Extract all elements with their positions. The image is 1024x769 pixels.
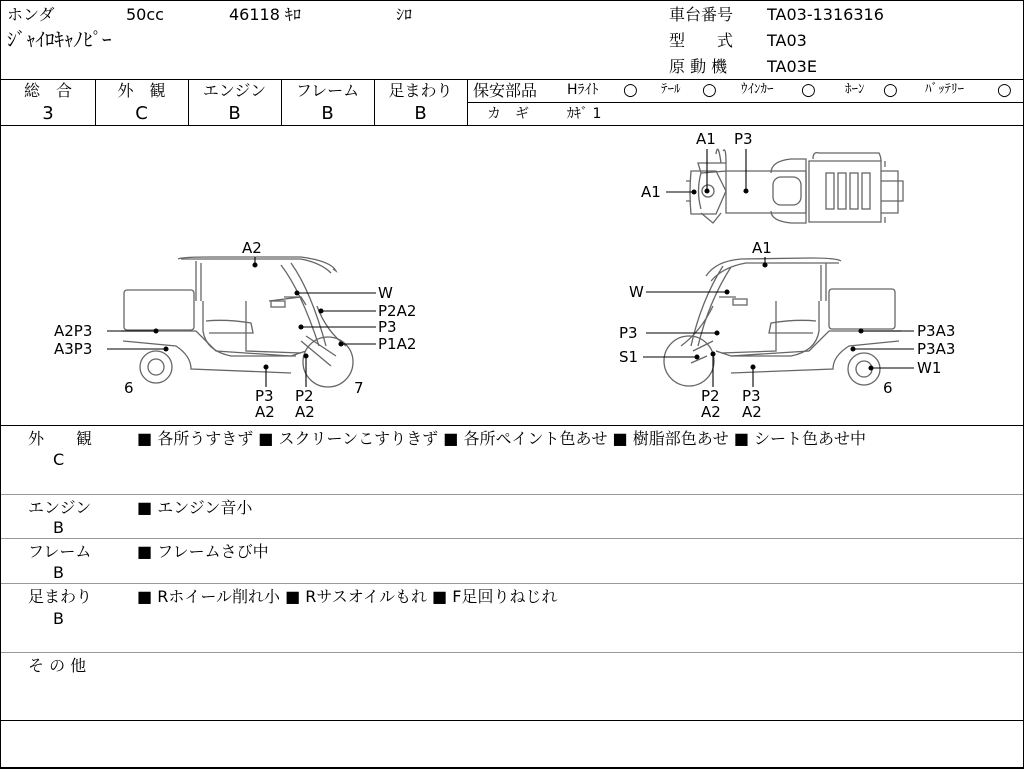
safety-mark-winker: ○ [801,80,816,100]
safety-label: 保安部品 [473,81,538,100]
diagram-label-left-a2-top: A2 [242,239,262,257]
diagram-label-left-6: 6 [124,379,134,397]
key-value: ｶｷﾞ 1 [567,106,602,122]
diagram-label-right-w: W [629,283,644,301]
safety-item-winker: ｳｲﾝｶｰ [741,82,774,97]
frame-no-label: 車台番号 [669,5,734,24]
frame-grade: B [321,103,334,124]
diagram-label-right-p3a3-1: P3A3 [917,322,956,340]
diagram-label-left-p3: P3 [378,318,397,336]
engine-grade: B [228,103,241,124]
safety-mark-battery: ○ [997,80,1012,100]
vehicle-diagram [1,126,1023,424]
diagram-label-right-p3: P3 [619,324,638,342]
safety-item-tail: ﾃｰﾙ [661,82,681,97]
exterior-grade: C [135,103,148,124]
type-value: TA03 [767,31,807,50]
engine-value: TA03E [767,57,817,76]
top-view [686,149,903,223]
remark-engine-text: ■ エンジン音小 [137,498,253,517]
exterior-label: 外 観 [117,81,166,100]
remark-suspension-text: ■ Rホイール削れ小 ■ Rサスオイルもれ ■ F足回りねじれ [137,587,558,606]
remark-suspension-grade: B [53,609,64,628]
remark-exterior-grade: C [53,450,65,469]
suspension-grade: B [414,103,427,124]
remark-frame-label: フレーム [28,542,92,561]
safety-item-horn: ﾎｰﾝ [845,82,865,97]
diagram-label-top-a1: A1 [696,130,716,148]
diagram-label-right-a2-bottom2: A2 [742,403,762,421]
diagram-label-right-6: 6 [883,379,893,397]
remark-frame-grade: B [53,563,64,582]
diagram-label-right-p3a3-2: P3A3 [917,340,956,358]
frame-no: TA03-1316316 [767,5,884,24]
diagram-label-left-p2-bottom: P2 [295,387,314,405]
remark-engine-label: エンジン [28,498,92,517]
key-label: カ ギ [487,106,529,122]
diagram-label-left-w: W [378,284,393,302]
right-side-view [664,258,901,386]
diagram-label-left-a2-bottom2: A2 [295,403,315,421]
remark-other-label: そ の 他 [28,656,87,675]
model-name: ｼﾞｬｲﾛｷｬﾉﾋﾟｰ [7,29,112,51]
diagram-label-right-p2-bottom: P2 [701,387,720,405]
remark-suspension-label: 足まわり [28,587,93,606]
safety-item-battery: ﾊﾞｯﾃﾘｰ [925,82,964,97]
safety-mark-tail: ○ [702,80,717,100]
suspension-grade-label: 足まわり [388,81,453,100]
diagram-label-right-a1: A1 [752,239,772,257]
safety-item-headlight: Hﾗｲﾄ [567,82,599,98]
engine-grade-label: エンジン [202,81,267,100]
diagram-label-right-w1: W1 [917,359,942,377]
diagram-label-top-a1-side: A1 [641,183,661,201]
diagram-label-left-p2a2: P2A2 [378,302,417,320]
safety-mark-headlight: ○ [623,80,638,100]
safety-mark-horn: ○ [883,80,898,100]
remark-frame-text: ■ フレームさび中 [137,542,269,561]
diagram-label-left-p1a2: P1A2 [378,335,417,353]
remark-exterior-text: ■ 各所うすきず ■ スクリーンこすりきず ■ 各所ペイント色あせ ■ 樹脂部色あせ ■ シート色あせ中 [137,429,867,448]
left-side-view [121,257,353,387]
diagram-label-right-a2-bottom1: A2 [701,403,721,421]
make: ホンダ [7,5,55,24]
remark-engine-grade: B [53,518,64,537]
color: ｼﾛ [396,5,413,24]
mileage: 46118 ｷﾛ [229,5,301,24]
diagram-label-left-a2p3: A2P3 [54,322,93,340]
diagram-label-left-a2-bottom1: A2 [255,403,275,421]
displacement: 50cc [126,5,164,24]
overall-grade: 3 [42,103,54,124]
engine-label: 原 動 機 [669,57,728,76]
remark-exterior-label: 外 観 [28,429,93,448]
diagram-label-left-p3-bottom: P3 [255,387,274,405]
type-label: 型 式 [669,31,734,50]
diagram-label-right-p3-bottom: P3 [742,387,761,405]
diagram-label-left-a3p3: A3P3 [54,340,93,358]
diagram-label-top-p3: P3 [734,130,753,148]
diagram-label-right-s1: S1 [619,348,639,366]
overall-label: 総 合 [23,81,72,100]
frame-grade-label: フレーム [295,81,360,100]
diagram-label-left-7: 7 [354,379,364,397]
